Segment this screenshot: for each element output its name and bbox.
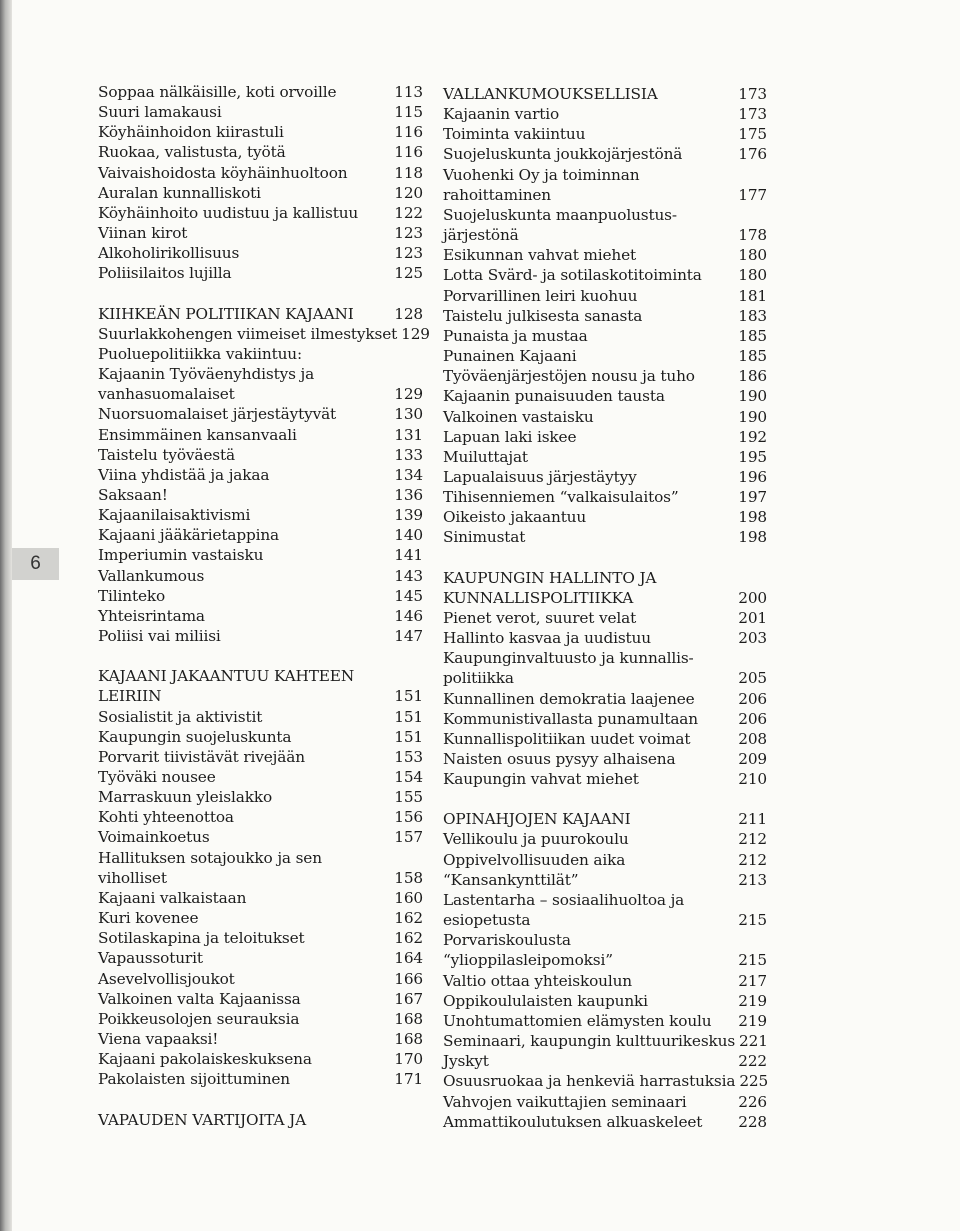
- toc-entry-title: Kajaanilaisaktivismi: [98, 506, 251, 525]
- toc-entry: [98, 183, 423, 203]
- toc-entry: [98, 324, 430, 344]
- toc-entry-page: 212: [738, 850, 767, 869]
- toc-entry-title: Unohtumattomien elämysten koulu: [443, 1011, 712, 1030]
- toc-entry: [98, 1009, 423, 1029]
- toc-entry-page: 156: [394, 808, 423, 827]
- toc-entry: [98, 767, 423, 787]
- toc-entry: [443, 245, 767, 265]
- toc-left-column: [98, 82, 430, 1130]
- toc-entry: [443, 1071, 767, 1091]
- toc-entry-title: Viena vapaaksi!: [98, 1030, 219, 1049]
- toc-entry-title: Kunnallispolitiikan uudet voimat: [443, 729, 691, 748]
- toc-section-heading: [98, 666, 423, 686]
- toc-entry: [98, 163, 423, 183]
- toc-entry: [443, 769, 767, 789]
- toc-entry-title: Alkoholirikollisuus: [98, 244, 240, 263]
- toc-entry-page: 225: [739, 1072, 769, 1091]
- toc-entry-page: 171: [394, 1070, 423, 1089]
- toc-entry-title: Köyhäinhoito uudistuu ja kallistuu: [98, 203, 359, 222]
- section-gap: [443, 789, 767, 809]
- toc-entry-page: 175: [738, 125, 767, 144]
- toc-entry-page: 190: [738, 387, 767, 406]
- toc-entry-page: 167: [394, 989, 423, 1008]
- toc-entry-title: Valkoinen vastaisku: [443, 407, 594, 426]
- toc-entry: [98, 1069, 423, 1089]
- toc-entry-title: Oikeisto jakaantuu: [443, 508, 587, 527]
- toc-entry: [98, 908, 423, 928]
- toc-entry: [98, 928, 423, 948]
- toc-entry-title: Osuusruokaa ja henkeviä harrastuksia: [443, 1072, 736, 1091]
- toc-entry-title: Ruokaa, valistusta, työtä: [98, 143, 286, 162]
- toc-entry-title: Marraskuun yleislakko: [98, 788, 273, 807]
- toc-entry-title: Punainen Kajaani: [443, 347, 577, 366]
- toc-entry-page: 198: [738, 508, 767, 527]
- toc-entry: [98, 344, 423, 364]
- toc-entry-page: 120: [394, 183, 423, 202]
- toc-entry: [98, 727, 423, 747]
- toc-entry-title: Sotilaskapina ja teloitukset: [98, 929, 305, 948]
- toc-entry-title: Muiluttajat: [443, 447, 528, 466]
- toc-right-column: [443, 84, 767, 1132]
- toc-entry-page: 158: [394, 868, 423, 887]
- toc-entry-page: 183: [738, 306, 767, 325]
- toc-entry-title: Pienet verot, suuret velat: [443, 608, 637, 627]
- toc-entry-page: 162: [394, 909, 423, 928]
- toc-entry: [443, 265, 767, 285]
- toc-entry-title: Puoluepolitiikka vakiintuu:: [98, 344, 303, 363]
- toc-entry-page: 176: [738, 145, 767, 164]
- toc-entry-title: Vuohenki Oy ja toiminnan: [443, 165, 640, 184]
- toc-entry-page: 147: [394, 627, 423, 646]
- toc-entry-title: Soppaa nälkäisille, koti orvoille: [98, 83, 337, 101]
- toc-entry-title: Kommunistivallasta punamultaan: [443, 709, 698, 728]
- toc-entry-page: 170: [394, 1050, 423, 1069]
- toc-entry-title: Suojeluskunta maanpuolustus-: [443, 205, 677, 224]
- toc-entry-title: “ylioppilasleipomoksi”: [443, 951, 613, 970]
- toc-entry-title: Sinimustat: [443, 528, 526, 547]
- toc-entry-page: 115: [394, 103, 423, 122]
- toc-entry: [98, 203, 423, 223]
- toc-entry-page: 228: [738, 1112, 767, 1131]
- toc-entry-page: 221: [739, 1032, 768, 1051]
- toc-entry: [98, 102, 423, 122]
- toc-entry-title: Lotta Svärd- ja sotilaskotitoiminta: [443, 266, 702, 285]
- toc-entry: [443, 910, 767, 930]
- toc-entry-page: 133: [394, 445, 423, 464]
- toc-entry: [443, 124, 767, 144]
- toc-section-heading: [443, 809, 767, 829]
- toc-entry-title: Vahvojen vaikuttajien seminaari: [443, 1092, 687, 1111]
- toc-entry: [443, 507, 767, 527]
- toc-entry-title: Kajaani jääkärietappina: [98, 526, 280, 545]
- toc-entry: [443, 729, 767, 749]
- toc-entry-page: 160: [394, 888, 423, 907]
- toc-entry-title: Lapualaisuus järjestäytyy: [443, 467, 637, 486]
- toc-entry-title: Imperiumin vastaisku: [98, 546, 264, 565]
- toc-entry: [443, 185, 767, 205]
- toc-entry-title: KAUPUNGIN HALLINTO JA: [443, 568, 657, 587]
- toc-entry-page: 143: [394, 566, 423, 585]
- toc-entry-title: Kajaanin Työväenyhdistys ja: [98, 365, 315, 384]
- toc-entry-page: 125: [394, 264, 423, 283]
- toc-entry-page: 180: [738, 266, 767, 285]
- toc-entry: [443, 407, 767, 427]
- toc-entry: [443, 668, 767, 688]
- toc-entry-title: Vallankumous: [98, 566, 205, 585]
- toc-entry-page: 219: [738, 991, 767, 1010]
- toc-entry: [98, 606, 423, 626]
- toc-entry: [443, 648, 767, 668]
- toc-entry-title: Esikunnan vahvat miehet: [443, 246, 637, 265]
- toc-entry-page: 157: [394, 828, 423, 847]
- toc-entry-title: Porvarit tiivistävät rivejään: [98, 747, 305, 766]
- toc-entry-title: Kaupungin vahvat miehet: [443, 770, 639, 789]
- toc-entry: [98, 807, 423, 827]
- toc-entry: [98, 465, 423, 485]
- toc-entry-title: Nuorsuomalaiset järjestäytyvät: [98, 405, 337, 424]
- toc-entry-page: 192: [738, 427, 767, 446]
- toc-entry: [443, 628, 767, 648]
- toc-entry-page: 136: [394, 485, 423, 504]
- toc-entry-title: Oppikoululaisten kaupunki: [443, 991, 648, 1010]
- toc-entry-page: 123: [394, 244, 423, 263]
- toc-entry: [443, 950, 767, 970]
- toc-entry-title: Tihisenniemen “valkaisulaitos”: [443, 488, 679, 507]
- toc-entry-title: Porvarillinen leiri kuohuu: [443, 286, 638, 305]
- toc-entry-page: 153: [394, 747, 423, 766]
- toc-entry-page: 151: [394, 707, 423, 726]
- toc-entry-title: Auralan kunnalliskoti: [98, 183, 261, 202]
- toc-entry: [98, 82, 423, 102]
- toc-entry: [98, 848, 423, 868]
- toc-entry: [443, 689, 767, 709]
- toc-entry: [98, 969, 423, 989]
- toc-entry-page: 206: [738, 689, 767, 708]
- toc-entry: [98, 263, 423, 283]
- toc-entry-title: KAJAANI JAKAANTUU KAHTEEN: [98, 667, 355, 686]
- toc-entry-page: 116: [394, 143, 423, 162]
- toc-entry-title: Kajaanin punaisuuden tausta: [443, 387, 665, 406]
- toc-entry-page: 141: [394, 546, 423, 565]
- toc-entry-title: Kuri kovenee: [98, 909, 199, 928]
- toc-entry: [443, 1031, 767, 1051]
- toc-entry: [98, 566, 423, 586]
- toc-entry-page: 195: [738, 447, 767, 466]
- toc-entry-page: 209: [738, 750, 767, 768]
- toc-entry-page: 185: [738, 326, 767, 345]
- toc-entry-title: Ensimmäinen kansanvaali: [98, 425, 297, 444]
- toc-entry: [98, 707, 423, 727]
- toc-entry-page: 129: [401, 324, 430, 343]
- toc-entry-page: 164: [394, 949, 423, 968]
- toc-entry: [443, 487, 767, 507]
- toc-entry-page: 205: [738, 669, 767, 688]
- toc-entry-page: 122: [394, 203, 423, 222]
- toc-entry-page: 222: [738, 1052, 767, 1071]
- toc-entry-page: 155: [394, 788, 423, 807]
- toc-entry-page: 200: [738, 588, 767, 607]
- toc-section-heading: [443, 568, 767, 588]
- toc-entry-title: Työväenjärjestöjen nousu ja tuho: [443, 367, 695, 386]
- section-gap: [98, 646, 423, 666]
- toc-entry: [98, 445, 423, 465]
- toc-entry-page: 168: [394, 1030, 423, 1049]
- toc-entry-title: esiopetusta: [443, 911, 531, 930]
- toc-entry-title: Punaista ja mustaa: [443, 326, 588, 345]
- toc-entry-page: 203: [738, 629, 767, 648]
- toc-entry: [98, 586, 423, 606]
- toc-entry-page: 185: [738, 347, 767, 366]
- toc-entry-title: Työväki nousee: [98, 768, 216, 786]
- toc-entry: [443, 850, 767, 870]
- toc-entry-page: 210: [738, 770, 767, 789]
- toc-entry-page: 217: [738, 971, 767, 990]
- toc-entry-title: Pakolaisten sijoittuminen: [98, 1070, 291, 1089]
- toc-entry-page: 168: [394, 1009, 423, 1028]
- toc-entry: [443, 225, 767, 245]
- toc-entry: [98, 243, 423, 263]
- toc-entry: [443, 930, 767, 950]
- toc-entry-title: Porvariskoulusta: [443, 931, 571, 950]
- toc-entry-title: Kunnallinen demokratia laajenee: [443, 689, 695, 708]
- toc-entry-title: Saksaan!: [98, 485, 168, 504]
- page-number-tab: 6: [12, 548, 59, 580]
- toc-entry-title: Kaupunginvaltuusto ja kunnallis-: [443, 649, 694, 668]
- toc-entry-page: 212: [738, 830, 767, 849]
- toc-section-heading: [98, 304, 423, 324]
- toc-entry-page: 197: [738, 488, 767, 507]
- toc-entry: [443, 326, 767, 346]
- toc-entry-title: politiikka: [443, 669, 514, 688]
- toc-entry-page: 154: [394, 768, 423, 786]
- toc-entry-page: 173: [738, 85, 767, 103]
- toc-entry: [443, 346, 767, 366]
- toc-section-heading: [98, 686, 423, 706]
- toc-entry: [98, 485, 423, 505]
- toc-entry: [443, 1011, 767, 1031]
- toc-entry: [98, 827, 423, 847]
- section-gap: [98, 284, 423, 304]
- toc-entry-title: Kohti yhteenottoa: [98, 808, 234, 827]
- toc-entry-page: 146: [394, 606, 423, 625]
- toc-entry-title: OPINAHJOJEN KAJAANI: [443, 810, 631, 829]
- toc-entry: [443, 749, 767, 769]
- toc-entry: [443, 205, 767, 225]
- toc-entry-page: 113: [394, 83, 423, 101]
- toc-entry: [443, 467, 767, 487]
- toc-entry: [443, 870, 767, 890]
- toc-entry-title: Toiminta vakiintuu: [443, 125, 586, 144]
- toc-entry-page: 116: [394, 123, 423, 142]
- toc-entry-page: 213: [738, 870, 767, 889]
- toc-entry-title: Tilinteko: [98, 586, 166, 605]
- toc-entry-title: Poliisi vai miliisi: [98, 627, 221, 646]
- toc-entry-title: Viina yhdistää ja jakaa: [98, 465, 270, 484]
- toc-entry-page: 145: [394, 586, 423, 605]
- toc-entry: [98, 1049, 423, 1069]
- toc-entry-page: 128: [394, 304, 423, 323]
- toc-entry: [443, 306, 767, 326]
- toc-entry: [443, 608, 767, 628]
- toc-entry-title: Suurlakkohengen viimeiset ilmestykset: [98, 324, 398, 343]
- toc-section-heading: [443, 84, 767, 104]
- toc-entry-title: Asevelvollisjoukot: [98, 969, 235, 988]
- toc-entry-title: Lapuan laki iskee: [443, 427, 577, 446]
- toc-entry: [443, 1051, 767, 1071]
- toc-entry: [98, 868, 423, 888]
- toc-entry: [98, 384, 423, 404]
- toc-entry: [443, 890, 767, 910]
- toc-entry-title: Ammattikoulutuksen alkuaskeleet: [443, 1112, 703, 1131]
- toc-entry: [98, 142, 423, 162]
- toc-entry: [98, 364, 423, 384]
- toc-entry-page: 215: [738, 951, 767, 970]
- toc-entry-title: rahoittaminen: [443, 185, 552, 204]
- toc-entry-title: Kajaanin vartio: [443, 105, 560, 124]
- toc-entry-page: 196: [738, 467, 767, 486]
- toc-entry: [98, 505, 423, 525]
- toc-entry-title: VAPAUDEN VARTIJOITA JA: [98, 1110, 306, 1129]
- toc-entry-page: 198: [738, 528, 767, 547]
- toc-entry-page: 206: [738, 709, 767, 728]
- toc-entry-page: 201: [738, 608, 767, 627]
- toc-entry-page: 177: [738, 185, 767, 204]
- toc-entry-title: Lastentarha – sosiaalihuoltoa ja: [443, 890, 685, 909]
- toc-entry-title: Vellikoulu ja puurokoulu: [443, 830, 629, 849]
- toc-entry-title: Suojeluskunta joukkojärjestönä: [443, 145, 683, 164]
- toc-entry-page: 219: [738, 1011, 767, 1030]
- toc-entry: [443, 104, 767, 124]
- toc-entry-title: Jyskyt: [443, 1052, 489, 1071]
- toc-entry-title: Naisten osuus pysyy alhaisena: [443, 750, 676, 768]
- toc-entry-page: 181: [738, 286, 767, 305]
- toc-entry-title: Kajaani pakolaiskeskuksena: [98, 1050, 312, 1069]
- toc-entry-title: Voimainkoetus: [98, 828, 210, 847]
- toc-entry: [443, 991, 767, 1011]
- toc-entry-page: 226: [738, 1092, 767, 1111]
- toc-entry-page: 151: [394, 727, 423, 746]
- section-gap: [98, 1090, 423, 1110]
- toc-entry-title: “Kansankynttilät”: [443, 870, 579, 889]
- toc-entry-title: Vaivaishoidosta köyhäinhuoltoon: [98, 163, 348, 182]
- toc-entry-page: 215: [738, 911, 767, 930]
- toc-entry-title: LEIRIIN: [98, 687, 162, 706]
- toc-entry: [443, 527, 767, 547]
- toc-entry-page: 139: [394, 506, 423, 525]
- toc-entry: [98, 425, 423, 445]
- toc-entry-title: Köyhäinhoidon kiirastuli: [98, 123, 284, 142]
- toc-entry-title: Taistelu työväestä: [98, 445, 235, 464]
- section-gap: [443, 548, 767, 568]
- toc-entry: [443, 971, 767, 991]
- toc-entry-page: 130: [394, 405, 423, 424]
- toc-entry-title: Poliisilaitos lujilla: [98, 264, 232, 283]
- toc-entry-page: 151: [394, 687, 423, 706]
- toc-entry-title: Valtio ottaa yhteiskoulun: [443, 971, 632, 990]
- toc-entry-page: 131: [394, 425, 423, 444]
- toc-entry-page: 118: [394, 163, 423, 182]
- toc-entry-title: Seminaari, kaupungin kulttuurikeskus: [443, 1032, 736, 1051]
- toc-entry-page: 190: [738, 407, 767, 426]
- toc-entry: [98, 404, 423, 424]
- toc-entry-title: Kaupungin suojeluskunta: [98, 727, 292, 746]
- toc-entry-title: viholliset: [98, 868, 167, 887]
- toc-entry-page: 186: [738, 367, 767, 386]
- toc-entry: [98, 747, 423, 767]
- toc-entry-page: 208: [738, 729, 767, 748]
- toc-entry-title: KIIHKEÄN POLITIIKAN KAJAANI: [98, 304, 354, 323]
- toc-entry-title: vanhasuomalaiset: [98, 385, 235, 404]
- toc-entry: [443, 286, 767, 306]
- toc-entry-title: Suuri lamakausi: [98, 103, 222, 122]
- toc-entry-title: Taistelu julkisesta sanasta: [443, 306, 643, 325]
- toc-entry-title: Yhteisrintama: [98, 606, 205, 625]
- toc-entry: [443, 1092, 767, 1112]
- toc-entry-page: 173: [738, 105, 767, 124]
- toc-entry-page: 123: [394, 224, 423, 243]
- toc-entry: [443, 709, 767, 729]
- toc-entry: [98, 545, 423, 565]
- toc-entry: [98, 1029, 423, 1049]
- toc-entry: [443, 165, 767, 185]
- toc-entry-title: KUNNALLISPOLITIIKKA: [443, 588, 634, 607]
- toc-entry: [98, 989, 423, 1009]
- toc-entry: [98, 122, 423, 142]
- toc-entry-title: Hallituksen sotajoukko ja sen: [98, 848, 322, 867]
- toc-entry-title: Sosialistit ja aktivistit: [98, 707, 263, 726]
- toc-entry-page: 211: [738, 810, 767, 829]
- toc-entry-page: 166: [394, 969, 423, 988]
- toc-entry-title: Poikkeusolojen seurauksia: [98, 1009, 300, 1028]
- toc-entry: [98, 948, 423, 968]
- toc-entry: [98, 626, 423, 646]
- toc-entry-page: 178: [738, 226, 767, 245]
- toc-entry-page: 129: [394, 385, 423, 404]
- toc-entry-title: VALLANKUMOUKSELLISIA: [443, 85, 658, 103]
- toc-entry-title: Kajaani valkaistaan: [98, 888, 247, 907]
- toc-entry: [98, 525, 423, 545]
- toc-entry: [98, 787, 423, 807]
- toc-entry-page: 162: [394, 929, 423, 948]
- toc-entry-page: 180: [738, 246, 767, 265]
- toc-entry: [443, 144, 767, 164]
- toc-section-heading: [443, 588, 767, 608]
- toc-section-heading: [98, 1110, 423, 1130]
- toc-entry: [443, 366, 767, 386]
- toc-entry: [443, 386, 767, 406]
- toc-entry-title: Oppivelvollisuuden aika: [443, 850, 626, 869]
- toc-entry-title: järjestönä: [443, 226, 519, 245]
- toc-entry-title: Vapaussoturit: [98, 949, 203, 968]
- toc-entry-title: Hallinto kasvaa ja uudistuu: [443, 629, 651, 648]
- toc-entry: [443, 1112, 767, 1132]
- toc-entry-title: Viinan kirot: [98, 224, 188, 243]
- toc-entry: [443, 829, 767, 849]
- toc-entry: [98, 223, 423, 243]
- toc-entry-page: 134: [394, 465, 423, 484]
- toc-entry: [443, 427, 767, 447]
- toc-entry: [443, 447, 767, 467]
- book-spine-edge: [0, 0, 12, 1231]
- toc-entry-title: Valkoinen valta Kajaanissa: [98, 989, 301, 1008]
- toc-entry: [98, 888, 423, 908]
- toc-entry-page: 140: [394, 526, 423, 545]
